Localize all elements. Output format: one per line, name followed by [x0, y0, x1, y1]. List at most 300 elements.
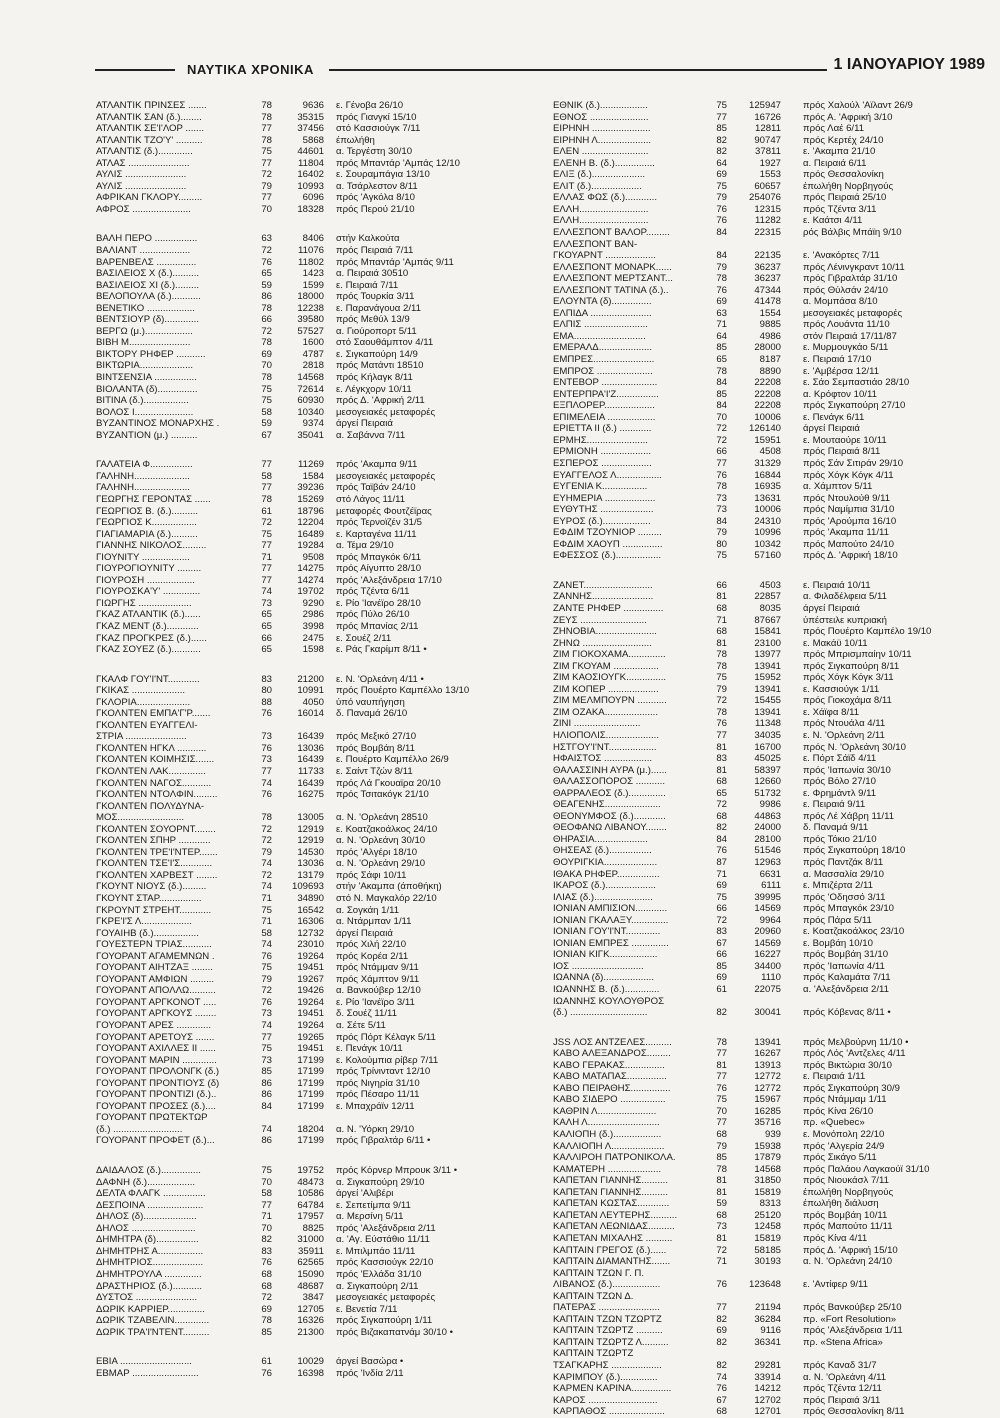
tonnage: 25120	[754, 1209, 781, 1221]
build-year: 72	[261, 985, 272, 997]
build-year: 80	[261, 685, 272, 697]
ship-entry	[553, 539, 988, 551]
tonnage: 20960	[754, 926, 781, 938]
tonnage: 2986	[302, 609, 324, 621]
status: πρός Ν. 'Ορλεάνη 30/10	[803, 741, 906, 753]
build-year: 64	[716, 157, 727, 169]
build-year: 78	[716, 273, 727, 285]
build-year: 61	[716, 984, 727, 996]
tonnage: 9508	[302, 551, 324, 563]
ship-name: ΓΚΟΛΝΤΕΝ ΧΑΡΒΕΣΤ ........	[96, 869, 218, 881]
build-year: 78	[716, 481, 727, 493]
build-year: 79	[716, 527, 727, 539]
build-year: 78	[716, 660, 727, 672]
ship-name: ΔΑΙΔΑΛΟΣ (δ.)...............	[96, 1165, 201, 1177]
ship-name: ΓΟΥΑΙΗΒ (δ.).................	[96, 927, 199, 939]
status: α. Ν. 'Υόρκη 29/10	[336, 1123, 415, 1135]
ship-entry	[96, 1101, 521, 1113]
ship-entry	[96, 754, 521, 766]
build-year: 81	[716, 591, 727, 603]
ship-entry	[553, 938, 988, 950]
tonnage: 17199	[297, 1066, 324, 1078]
status: πρός Γιβραλτάρ 6/11 •	[336, 1135, 431, 1147]
ship-name: ΕΦΔΙΜ ΤΖΟΥΝΙΟΡ .........	[553, 527, 662, 539]
ship-name: ΒΕΝΤΣΙΟΥΡ (δ).............	[96, 314, 200, 326]
ship-name: ΕΛΙΞ (δ.)....................	[553, 169, 646, 181]
ship-entry	[96, 633, 521, 645]
build-year: 74	[261, 586, 272, 598]
ship-entry	[553, 319, 988, 331]
ship-entry	[96, 540, 521, 552]
status: α. 'Αλεξάνδρεια 2/11	[803, 984, 889, 996]
tonnage: 19451	[297, 962, 324, 974]
build-year: 68	[716, 810, 727, 822]
status: άργεί Βασώρα •	[336, 1356, 404, 1368]
status: πρός Παλάου Λαγκαούϊ 31/10	[803, 1163, 930, 1175]
tonnage: 16267	[754, 1048, 781, 1060]
status: α. Ν. 'Ορλεάνη 30/10	[336, 835, 426, 847]
tonnage: 13977	[754, 649, 781, 661]
tonnage: 16402	[297, 169, 324, 181]
status: ε. 'Ακαμπα 21/10	[803, 146, 876, 158]
build-year: 71	[261, 916, 272, 928]
ship-name: ΕΥΓΕΝΙΑ Κ.................	[553, 481, 648, 493]
ship-entry	[96, 1315, 521, 1327]
ship-entry	[96, 916, 521, 928]
ship-name: ΓΟΥΟΡΑΝΤ ΠΡΟΝΤΙΟΥΣ (δ)	[96, 1077, 220, 1089]
ship-name: ΘΕΟΦΑΝΩ ΛΙΒΑΝΟΥ........	[553, 822, 667, 834]
build-year: 78	[261, 100, 272, 111]
status: πρός Βομβάη 8/11	[336, 742, 415, 754]
header-rule-middle	[329, 69, 827, 71]
tonnage: 72614	[297, 383, 324, 395]
ship-entry	[96, 1112, 521, 1124]
status: α. 'Αγ. Εύστάθιο 11/11	[336, 1234, 430, 1246]
tonnage: 62565	[297, 1257, 324, 1269]
tonnage: 8035	[759, 602, 781, 614]
ship-name: ΓΚΡΟΥΝΤ ΣΤΡΕΗΤ............	[96, 904, 212, 916]
tonnage: 8187	[759, 354, 781, 366]
status: έπωλήθη διάλυση	[803, 1198, 879, 1210]
ship-entry	[96, 563, 521, 575]
tonnage: 16439	[297, 754, 324, 766]
build-year: 73	[716, 1221, 727, 1233]
ship-entry	[553, 412, 988, 424]
ship-entry	[96, 708, 521, 720]
ship-name: ΕΛΛΕΣΠΟΝΤ ΒΑΝ-	[553, 238, 638, 250]
ship-entry	[553, 308, 988, 320]
ship-name: ΚΑΜΑΤΕΡΗ ....................	[553, 1163, 662, 1175]
status: πρός Λένινγκραντ 10/11	[803, 261, 905, 273]
tonnage: 36341	[754, 1336, 781, 1348]
tonnage: 1554	[759, 307, 781, 319]
ship-name: ΓΟΥΟΡΑΝΤ ΑΡΕΣ .............	[96, 1020, 212, 1032]
status: πρός Κόβενας 8/11 •	[803, 1007, 891, 1019]
build-year: 78	[716, 1036, 727, 1048]
ship-entry	[553, 400, 988, 412]
build-year: 77	[261, 482, 272, 494]
status: πρός Μελβούρνη 11/10 •	[803, 1036, 909, 1048]
ship-entry	[96, 1124, 521, 1136]
ship-entry	[96, 1269, 521, 1281]
tonnage: 2818	[302, 360, 324, 372]
status: πρός Πόρτ Κέλαγκ 5/11	[336, 1031, 436, 1043]
ship-name: ΔΗΜΗΤΡΑ (δ)................	[96, 1234, 199, 1246]
build-year: 58	[261, 1188, 272, 1200]
status: ε. Πειραιά 17/10	[803, 354, 872, 366]
status: πρός 'Αλγερία 24/9	[803, 1140, 885, 1152]
ship-name: ΒΑΛΗ ΠΕΡΟ ................	[96, 233, 198, 245]
ship-entry	[96, 337, 521, 349]
ship-entry	[553, 1007, 988, 1019]
build-year: 63	[716, 307, 727, 319]
build-year: 75	[716, 180, 727, 192]
status: πρός Σάν Σιτιράν 29/10	[803, 457, 904, 469]
tonnage: 16326	[297, 1315, 324, 1327]
tonnage: 3847	[302, 1292, 324, 1304]
ship-entry	[553, 146, 988, 158]
build-year: 77	[261, 1199, 272, 1211]
ship-entry	[96, 245, 521, 257]
status: πρός Σιγκαπούρη 1/11	[336, 1315, 433, 1327]
build-year: 58	[261, 406, 272, 418]
publication-title: ΝΑΥΤΙΚΑ ΧΡΟΝΙΚΑ	[187, 62, 314, 77]
status: πρός Κασσιούγκ 22/10	[336, 1257, 434, 1269]
status: πρός 'Ακαμπα 11/11	[803, 527, 889, 539]
status: πρός Ματάντι 18510	[336, 360, 424, 372]
build-year: 71	[716, 614, 727, 626]
status: πρός Τζέντα 12/11	[803, 1383, 882, 1395]
build-year: 72	[261, 169, 272, 181]
status: πρός Πύλο 26/10	[336, 609, 410, 621]
build-year: 76	[716, 284, 727, 296]
tonnage: 15090	[297, 1268, 324, 1280]
build-year: 82	[716, 1336, 727, 1348]
ship-name: JSS ΛΟΣ ΑΝΤΖΕΛΕΣ..........	[553, 1036, 672, 1048]
status: ε. Ρίο 'Ιανέϊρο 3/11	[336, 996, 415, 1008]
ship-entry	[96, 1078, 521, 1090]
ship-name: ΔΗΜΗΤΡΗΣ Α.................	[96, 1245, 204, 1257]
ship-entry	[553, 181, 988, 193]
ship-name: ΕΛΛΕΣΠΟΝΤ ΤΑΤΙΝΑ (δ.)..	[553, 284, 669, 296]
ship-name: ΕΜΑ...........................	[553, 330, 646, 342]
ship-name: ΚΑΠΤΑΙΝ ΓΡΕΓΟΣ (δ.)......	[553, 1244, 667, 1256]
ship-entry	[96, 674, 521, 686]
page-header	[95, 55, 990, 79]
status: πρός Πειραιά 25/10	[803, 192, 887, 204]
status: στό Κασσιούγκ 7/11	[336, 123, 421, 135]
ship-name: ΓΚΑΛΦ ΓΟΥ'Ι'ΝΤ............	[96, 673, 200, 685]
build-year: 81	[716, 1232, 727, 1244]
status: α. Σιγκαπούρη 29/10	[336, 1176, 425, 1188]
build-year: 81	[716, 1186, 727, 1198]
ship-entry	[553, 730, 988, 742]
status: ε. Μπιζέρτα 2/11	[803, 880, 874, 892]
tonnage: 12702	[754, 1394, 781, 1406]
status: πρός Αίγυπτο 28/10	[336, 563, 422, 575]
ship-name: ΓΙΟΥΝΙΤΥ ..................	[96, 551, 190, 563]
group-gap	[96, 441, 521, 459]
ship-name: ΒΑΣΙΛΕΙΟΣ ΧΙ (δ.).........	[96, 279, 200, 291]
ship-entry	[553, 1083, 988, 1095]
ship-name: ΔΑΦΝΗ (δ.)..................	[96, 1176, 196, 1188]
tonnage: 12660	[754, 776, 781, 788]
tonnage: 13036	[297, 742, 324, 754]
ship-entry	[553, 972, 988, 984]
ship-name: ΓΚΟΛΝΤΕΝ ΕΜΠΑ'Γ'Ρ.......	[96, 708, 211, 720]
tonnage: 4503	[759, 579, 781, 591]
build-year: 75	[716, 672, 727, 684]
build-year: 72	[261, 869, 272, 881]
build-year: 67	[716, 937, 727, 949]
status: πρός Βόλο 27/10	[803, 776, 876, 788]
build-year: 75	[261, 528, 272, 540]
ship-entry	[553, 550, 988, 562]
ship-name: ΓΙΩΡΓΗΣ ....................	[96, 597, 192, 609]
status: πρός 'Ελλάδα 31/10	[336, 1268, 422, 1280]
ship-name: ΖΑΝΝΗΣ.......................	[553, 591, 654, 603]
status: ε. Χάϊφα 8/11	[803, 706, 860, 718]
build-year: 73	[261, 597, 272, 609]
build-year: 75	[261, 962, 272, 974]
ship-entry	[553, 765, 988, 777]
status: ε. Παρανάγουα 2/11	[336, 302, 421, 314]
build-year: 84	[716, 833, 727, 845]
ship-entry	[553, 1094, 988, 1106]
status: πρ. «Quebec»	[803, 1117, 865, 1129]
build-year: 83	[716, 753, 727, 765]
ship-name: ΙΟΝΙΑΝ ΓΟΥ'Ι'ΝΤ.............	[553, 926, 661, 938]
tonnage: 15819	[754, 1232, 781, 1244]
tonnage: 4050	[302, 696, 324, 708]
status: πρός Κόρνερ Μπρουκ 3/11 •	[336, 1165, 458, 1177]
tonnage: 14530	[297, 846, 324, 858]
ship-entry	[553, 1279, 988, 1291]
tonnage: 17199	[297, 1077, 324, 1089]
ship-name: ΕΙΡΗΝΗ Λ....................	[553, 134, 652, 146]
ship-name: ΒΕΡΓΩ (μ.)..................	[96, 325, 193, 337]
status: α. Σαβάννα 7/11	[336, 429, 406, 441]
status: α. Τέμα 29/10	[336, 540, 394, 552]
tonnage: 109693	[291, 881, 324, 893]
build-year: 72	[261, 835, 272, 847]
build-year: 77	[261, 574, 272, 586]
status: πρός Λουάντα 11/10	[803, 319, 890, 331]
tonnage: 5868	[302, 134, 324, 146]
ship-name: ΓΚΑΖ ΠΡΟΓΚΡΕΣ (δ.)......	[96, 632, 207, 644]
ship-name: ΚΑΠΤΑΙΝ ΤΖΩΝ Γ. Π.	[553, 1267, 644, 1279]
ship-entry	[553, 615, 988, 627]
ship-entry	[96, 395, 521, 407]
ship-entry	[553, 996, 988, 1008]
ship-entry	[96, 291, 521, 303]
ship-entry	[553, 262, 988, 274]
tonnage: 19451	[297, 1008, 324, 1020]
ship-entry	[553, 1406, 988, 1418]
status: πρός Καναδ 31/7	[803, 1359, 877, 1371]
build-year: 69	[716, 169, 727, 181]
tonnage: 15819	[754, 1186, 781, 1198]
build-year: 85	[716, 960, 727, 972]
build-year: 64	[716, 330, 727, 342]
status: άργεί Πειραιά	[336, 927, 393, 939]
status: πρός Λαέ 6/11	[803, 123, 865, 135]
tonnage: 15952	[754, 672, 781, 684]
tonnage: 15841	[754, 626, 781, 638]
tonnage: 57160	[754, 550, 781, 562]
build-year: 76	[261, 1367, 272, 1379]
ship-name: ΕΛΛΗ..........................	[553, 203, 649, 215]
status: α. Πειραιά 6/11	[803, 157, 867, 169]
status: ε. Πουέρτο Καμπέλλο 26/9	[336, 754, 449, 766]
ship-entry	[96, 529, 521, 541]
tonnage: 15967	[754, 1094, 781, 1106]
ship-name: ΒΙΟΛΑΝΤΑ (δ)...............	[96, 383, 198, 395]
ship-name: ΕΒΜΑΡ .........................	[96, 1367, 199, 1379]
tonnage: 11269	[298, 459, 324, 471]
ship-entry	[553, 880, 988, 892]
ship-name: ΓΚΟΛΝΤΕΝ ΤΡΕ'Ι'ΝΤΕΡ.......	[96, 846, 218, 858]
ship-entry	[96, 720, 521, 732]
ship-name: ΑΤΛΑΝΤΙΚ ΣΕ'Ι'ΛΟΡ .......	[96, 123, 205, 135]
ship-entry	[96, 1177, 521, 1189]
ship-entry	[553, 377, 988, 389]
ship-entry	[96, 801, 521, 813]
status: ε. Κοατζακοάλκος 23/10	[803, 926, 905, 938]
build-year: 83	[261, 1245, 272, 1257]
ship-name: ΘΟΥΡΙΓΚΙΑ....................	[553, 857, 658, 868]
build-year: 65	[261, 268, 272, 280]
build-year: 58	[261, 470, 272, 482]
build-year: 82	[716, 1313, 727, 1325]
status: πρός Χαλούλ 'Αϊλαντ 26/9	[803, 100, 913, 111]
ship-name: ΕΘΝΟΣ ......................	[553, 111, 649, 123]
ship-entry	[96, 123, 521, 135]
ship-name: ΓΙΟΥΡΟΣΚΑ'Υ' ..............	[96, 586, 201, 598]
ship-name: ΚΑΠΤΑΙΝ ΤΖΩΝ ΤΖΩΡΤΖ	[553, 1313, 662, 1325]
status: πρός Δ. 'Αφρική 2/11	[336, 395, 425, 407]
ship-entry	[553, 366, 988, 378]
ship-name: ΕΡΜΗΣ.......................	[553, 434, 648, 446]
status: πρός Τζέντα 6/11	[336, 586, 410, 598]
status: στό Ν. Μαγκαλόρ 22/10	[336, 893, 437, 904]
ship-name: ΠΑΤΕΡΑΣ .......................	[553, 1302, 660, 1314]
tonnage: 16935	[754, 481, 781, 493]
ship-entry	[96, 621, 521, 633]
build-year: 67	[716, 1394, 727, 1406]
tonnage: 37456	[297, 123, 324, 135]
ship-entry	[96, 1043, 521, 1055]
tonnage: 12204	[297, 517, 324, 529]
ship-entry	[96, 1032, 521, 1044]
ship-entry	[553, 1372, 988, 1384]
build-year: 77	[716, 729, 727, 741]
build-year: 71	[261, 551, 272, 563]
ship-entry	[96, 951, 521, 963]
build-year: 68	[261, 1280, 272, 1292]
tonnage: 16700	[754, 741, 781, 753]
status: α. Ν. 'Ορλεάνη 29/10	[336, 858, 426, 870]
ship-name: ΒΥΖΑΝΤΙΟΝ (μ.) ..........	[96, 429, 198, 441]
ship-entry	[96, 1234, 521, 1246]
ship-entry	[96, 471, 521, 483]
ship-name: ΓΙΟΥΡΟΓΙΟΥΝΙΤΥ .........	[96, 563, 202, 575]
build-year: 84	[261, 1100, 272, 1112]
ship-name: ΚΑΘΡΙΝ Λ......................	[553, 1105, 657, 1117]
ship-name: ΕΡΜΙΟΝΗ ...................	[553, 446, 652, 458]
ship-entry	[96, 743, 521, 755]
ship-name: ΓΟΥΟΡΑΝΤ ΠΡΩΤΕΚΤΩΡ	[96, 1112, 208, 1124]
tonnage: 64784	[297, 1199, 324, 1211]
ship-name: ΚΑΒΟ ΑΛΕΞΑΝΔΡΟΣ.........	[553, 1048, 671, 1060]
status: πρός 'Ινδία 2/11	[336, 1367, 404, 1379]
build-year: 78	[716, 365, 727, 377]
build-year: 76	[261, 708, 272, 720]
build-year: 86	[261, 1135, 272, 1147]
ship-entry	[553, 1175, 988, 1187]
ship-entry	[96, 928, 521, 940]
tonnage: 29281	[754, 1359, 781, 1371]
ship-name: ΓΚΟΛΝΤΕΝ ΣΟΥΟΡΝΤ........	[96, 823, 216, 835]
ship-entry	[553, 788, 988, 800]
ship-name: ΚΑΠΤΑΙΝ ΤΖΩΡΤΖ	[553, 1348, 634, 1360]
ship-entry	[553, 984, 988, 996]
ship-entry	[553, 961, 988, 973]
ship-name: ΑΤΛΑΝΤΙΚ ΤΖΟ'Υ' ..........	[96, 134, 203, 146]
build-year: 70	[716, 411, 727, 423]
ship-entry	[96, 349, 521, 361]
build-year: 82	[716, 1007, 727, 1019]
status: πρός Βικτώρια 30/10	[803, 1059, 892, 1071]
ship-name: ΙΟΣ ...........................	[553, 960, 644, 972]
tonnage: 6111	[761, 880, 781, 892]
ship-entry	[553, 857, 988, 869]
status: α. Μασσαλία 29/10	[803, 868, 884, 880]
build-year: 66	[261, 314, 272, 326]
build-year: 76	[716, 469, 727, 481]
ship-name: ΓΚΟΛΝΤΕΝ ΠΟΛΥΔΥΝΑ-	[96, 800, 205, 812]
build-year: 59	[261, 418, 272, 430]
tonnage: 16306	[297, 916, 324, 928]
build-year: 65	[716, 787, 727, 799]
tonnage: 9116	[760, 1325, 781, 1337]
ship-name: ΚΑΒΟ ΠΕΙΡΑΘΗΣ...............	[553, 1082, 671, 1094]
ship-entry	[96, 517, 521, 529]
build-year: 66	[261, 632, 272, 644]
status: πρός Μεξικό 27/10	[336, 731, 417, 743]
status: πρός Ντάμμαν 9/11	[336, 962, 419, 974]
build-year: 74	[261, 777, 272, 789]
ship-name: ΓΟΥΟΡΑΝΤ ΑΡΕΤΟΥΣ .......	[96, 1031, 215, 1043]
tonnage: 13913	[754, 1059, 781, 1071]
build-year: 81	[716, 637, 727, 649]
tonnage: 22315	[754, 227, 781, 239]
build-year: 72	[716, 1244, 727, 1256]
ship-name: ΚΑΛΛΙΟΠΗ Λ....................	[553, 1140, 665, 1152]
build-year: 78	[716, 706, 727, 718]
status: α. Ν. 'Ορλεάνη 4/11	[803, 1371, 887, 1383]
status: πρός Νιουκάσλ 7/11	[803, 1175, 889, 1187]
ship-name: ΓΚΟΛΝΤΕΝ ΚΟΙΜΗΣΙΣ.......	[96, 754, 215, 766]
build-year: 73	[716, 492, 727, 504]
ship-entry	[96, 303, 521, 315]
ship-name: ΔΩΡΙΚ ΤΡΑ'Ι'ΝΤΕΝΤ..........	[96, 1326, 210, 1338]
status: πρός Τουρκία 3/11	[336, 291, 415, 303]
build-year: 78	[716, 1163, 727, 1175]
status: ε. Μυρμουγκάο 5/11	[803, 342, 889, 354]
build-year: 75	[716, 100, 727, 111]
status: ύπό ναυπήγηση	[336, 696, 405, 708]
